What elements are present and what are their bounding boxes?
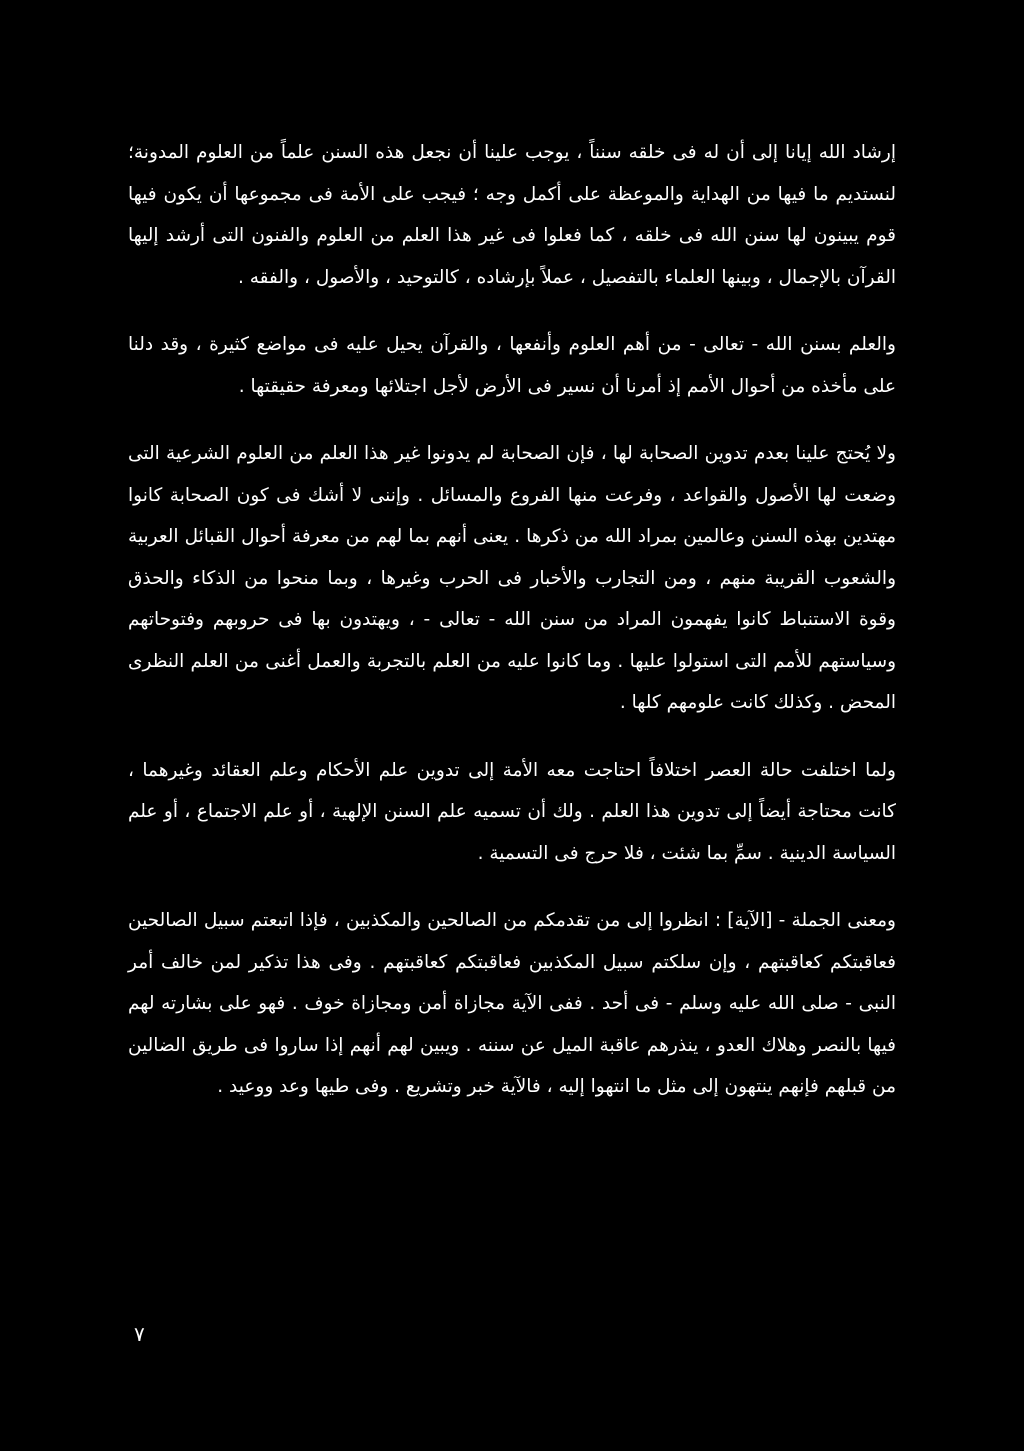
body-text [128, 132, 896, 1108]
paragraph: إرشاد الله إيانا إلى أن له فى خلقه سنناً ، يوجب علينا أن نجعل هذه السنن علماً من العلوم المدونة؛ لنستديم ما فيها من الهداية والموعظة على أكمل وجه ؛ فيجب على الأمة فى مجموعها أن يكون فيها قوم يبينون لها سنن الله فى خلقه ، كما فعلوا فى غير هذا العلم من العلوم والفنون التى أرشد إليها القرآن بالإجمال ، وبينها العلماء بالتفصيل ، عملاً بإرشاده ، كالتوحيد ، والأصول ، والفقه . [128, 142, 896, 288]
paragraph: ولا يُحتج علينا بعدم تدوين الصحابة لها ، فإن الصحابة لم يدونوا غير هذا العلم من العلوم الشرعية التى وضعت لها الأصول والقواعد ، وفرعت منها الفروع والمسائل . وإننى لا أشك فى كون الصحابة كانوا مهتدين بهذه السنن وعالمين بمراد الله من ذكرها . يعنى أنهم بما لهم من معرفة أحوال القبائل العربية والشعوب القريبة منهم ، ومن التجارب والأخبار فى الحرب وغيرها ، وبما منحوا من الذكاء والحذق وقوة الاستنباط كانوا يفهمون المراد من سنن الله - تعالى - ، ويهتدون بها فى حروبهم وفتوحاتهم وسياستهم للأمم التى استولوا عليها . وما كانوا عليه من العلم بالتجربة والعمل أغنى من العلم النظرى المحض . وكذلك كانت علومهم كلها . [128, 443, 896, 713]
page-number: ٧ [134, 1322, 145, 1346]
paragraph: والعلم بسنن الله - تعالى - من أهم العلوم وأنفعها ، والقرآن يحيل عليه فى مواضع كثيرة ، وقد دلنا على مأخذه من أحوال الأمم إذ أمرنا أن نسير فى الأرض لأجل اجتلائها ومعرفة حقيقتها . [128, 334, 896, 397]
paragraph: ومعنى الجملة - [الآية] : انظروا إلى من تقدمكم من الصالحين والمكذبين ، فإذا اتبعتم سبيل الصالحين فعاقبتكم كعاقبتهم ، وإن سلكتم سبيل المكذبين فعاقبتكم كعاقبتهم . وفى هذا تذكير لمن خالف أمر النبى - صلى الله عليه وسلم - فى أحد . ففى الآية مجازاة أمن ومجازاة خوف . فهو على بشارته لهم فيها بالنصر وهلاك العدو ، ينذرهم عاقبة الميل عن سننه . ويبين لهم أنهم إذا ساروا فى طريق الضالين من قبلهم فإنهم ينتهون إلى مثل ما انتهوا إليه ، فالآية خبر وتشريع . وفى طيها وعد ووعيد . [128, 910, 896, 1097]
paragraph: ولما اختلفت حالة العصر اختلافاً احتاجت معه الأمة إلى تدوين علم الأحكام وعلم العقائد وغيرهما ، كانت محتاجة أيضاً إلى تدوين هذا العلم . ولك أن تسميه علم السنن الإلهية ، أو علم الاجتماع ، أو علم السياسة الدينية . سمِّ بما شئت ، فلا حرج فى التسمية . [128, 759, 896, 864]
